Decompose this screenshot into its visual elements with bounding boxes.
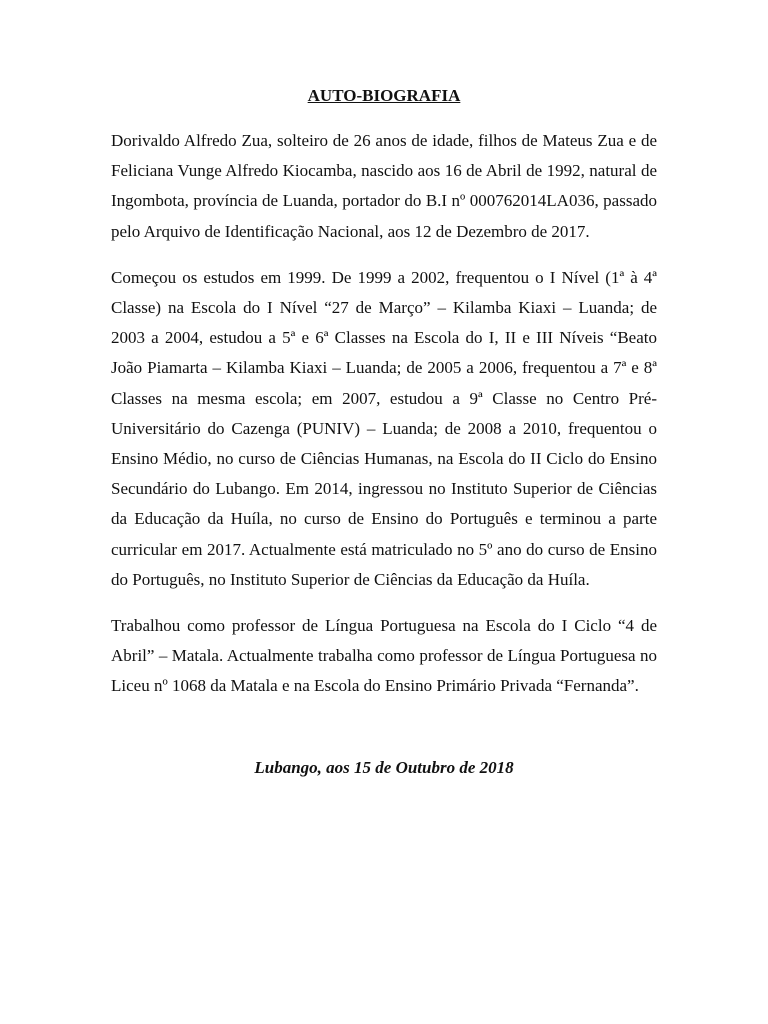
document-page	[111, 84, 657, 780]
paragraph-personal-info: Dorivaldo Alfredo Zua, solteiro de 26 anos de idade, filhos de Mateus Zua e de Feliciana Vunge Alfredo Kiocamba, nascido aos 16 de Abril de 1992, natural de Ingombota, província de Luanda, portador do B.I nº 000762014LA036, passado pelo Arquivo de Identificação Nacional, aos 12 de Dezembro de 2017.	[111, 131, 657, 241]
paragraph-work: Trabalhou como professor de Língua Portuguesa na Escola do I Ciclo “4 de Abril” – Matala. Actualmente trabalha como professor de Língua Portuguesa no Liceu nº 1068 da Matala e na Escola do Ensino Primário Privada “Fernanda”.	[111, 616, 657, 696]
paragraph-education: Começou os estudos em 1999. De 1999 a 2002, frequentou o I Nível (1ª à 4ª Classe) na Escola do I Nível “27 de Março” – Kilamba Kiaxi – Luanda; de 2003 a 2004, estudou a 5ª e 6ª Classes na Escola do I, II e III Níveis “Beato João Piamarta – Kilamba Kiaxi – Luanda; de 2005 a 2006, frequentou a 7ª e 8ª Classes na mesma escola; em 2007, estudou a 9ª Classe no Centro Pré-Universitário do Cazenga (PUNIV) – Luanda; de 2008 a 2010, frequentou o Ensino Médio, no curso de Ciências Humanas, na Escola do II Ciclo do Ensino Secundário do Lubango. Em 2014, ingressou no Instituto Superior de Ciências da Educação da Huíla, no curso de Ensino do Português e terminou a parte curricular em 2017. Actualmente está matriculado no 5º ano do curso de Ensino do Português, no Instituto Superior de Ciências da Educação da Huíla.	[111, 267, 657, 589]
document-title: AUTO-BIOGRAFIA	[307, 86, 461, 105]
place-date-signoff: Lubango, aos 15 de Outubro de 2018	[254, 757, 514, 777]
